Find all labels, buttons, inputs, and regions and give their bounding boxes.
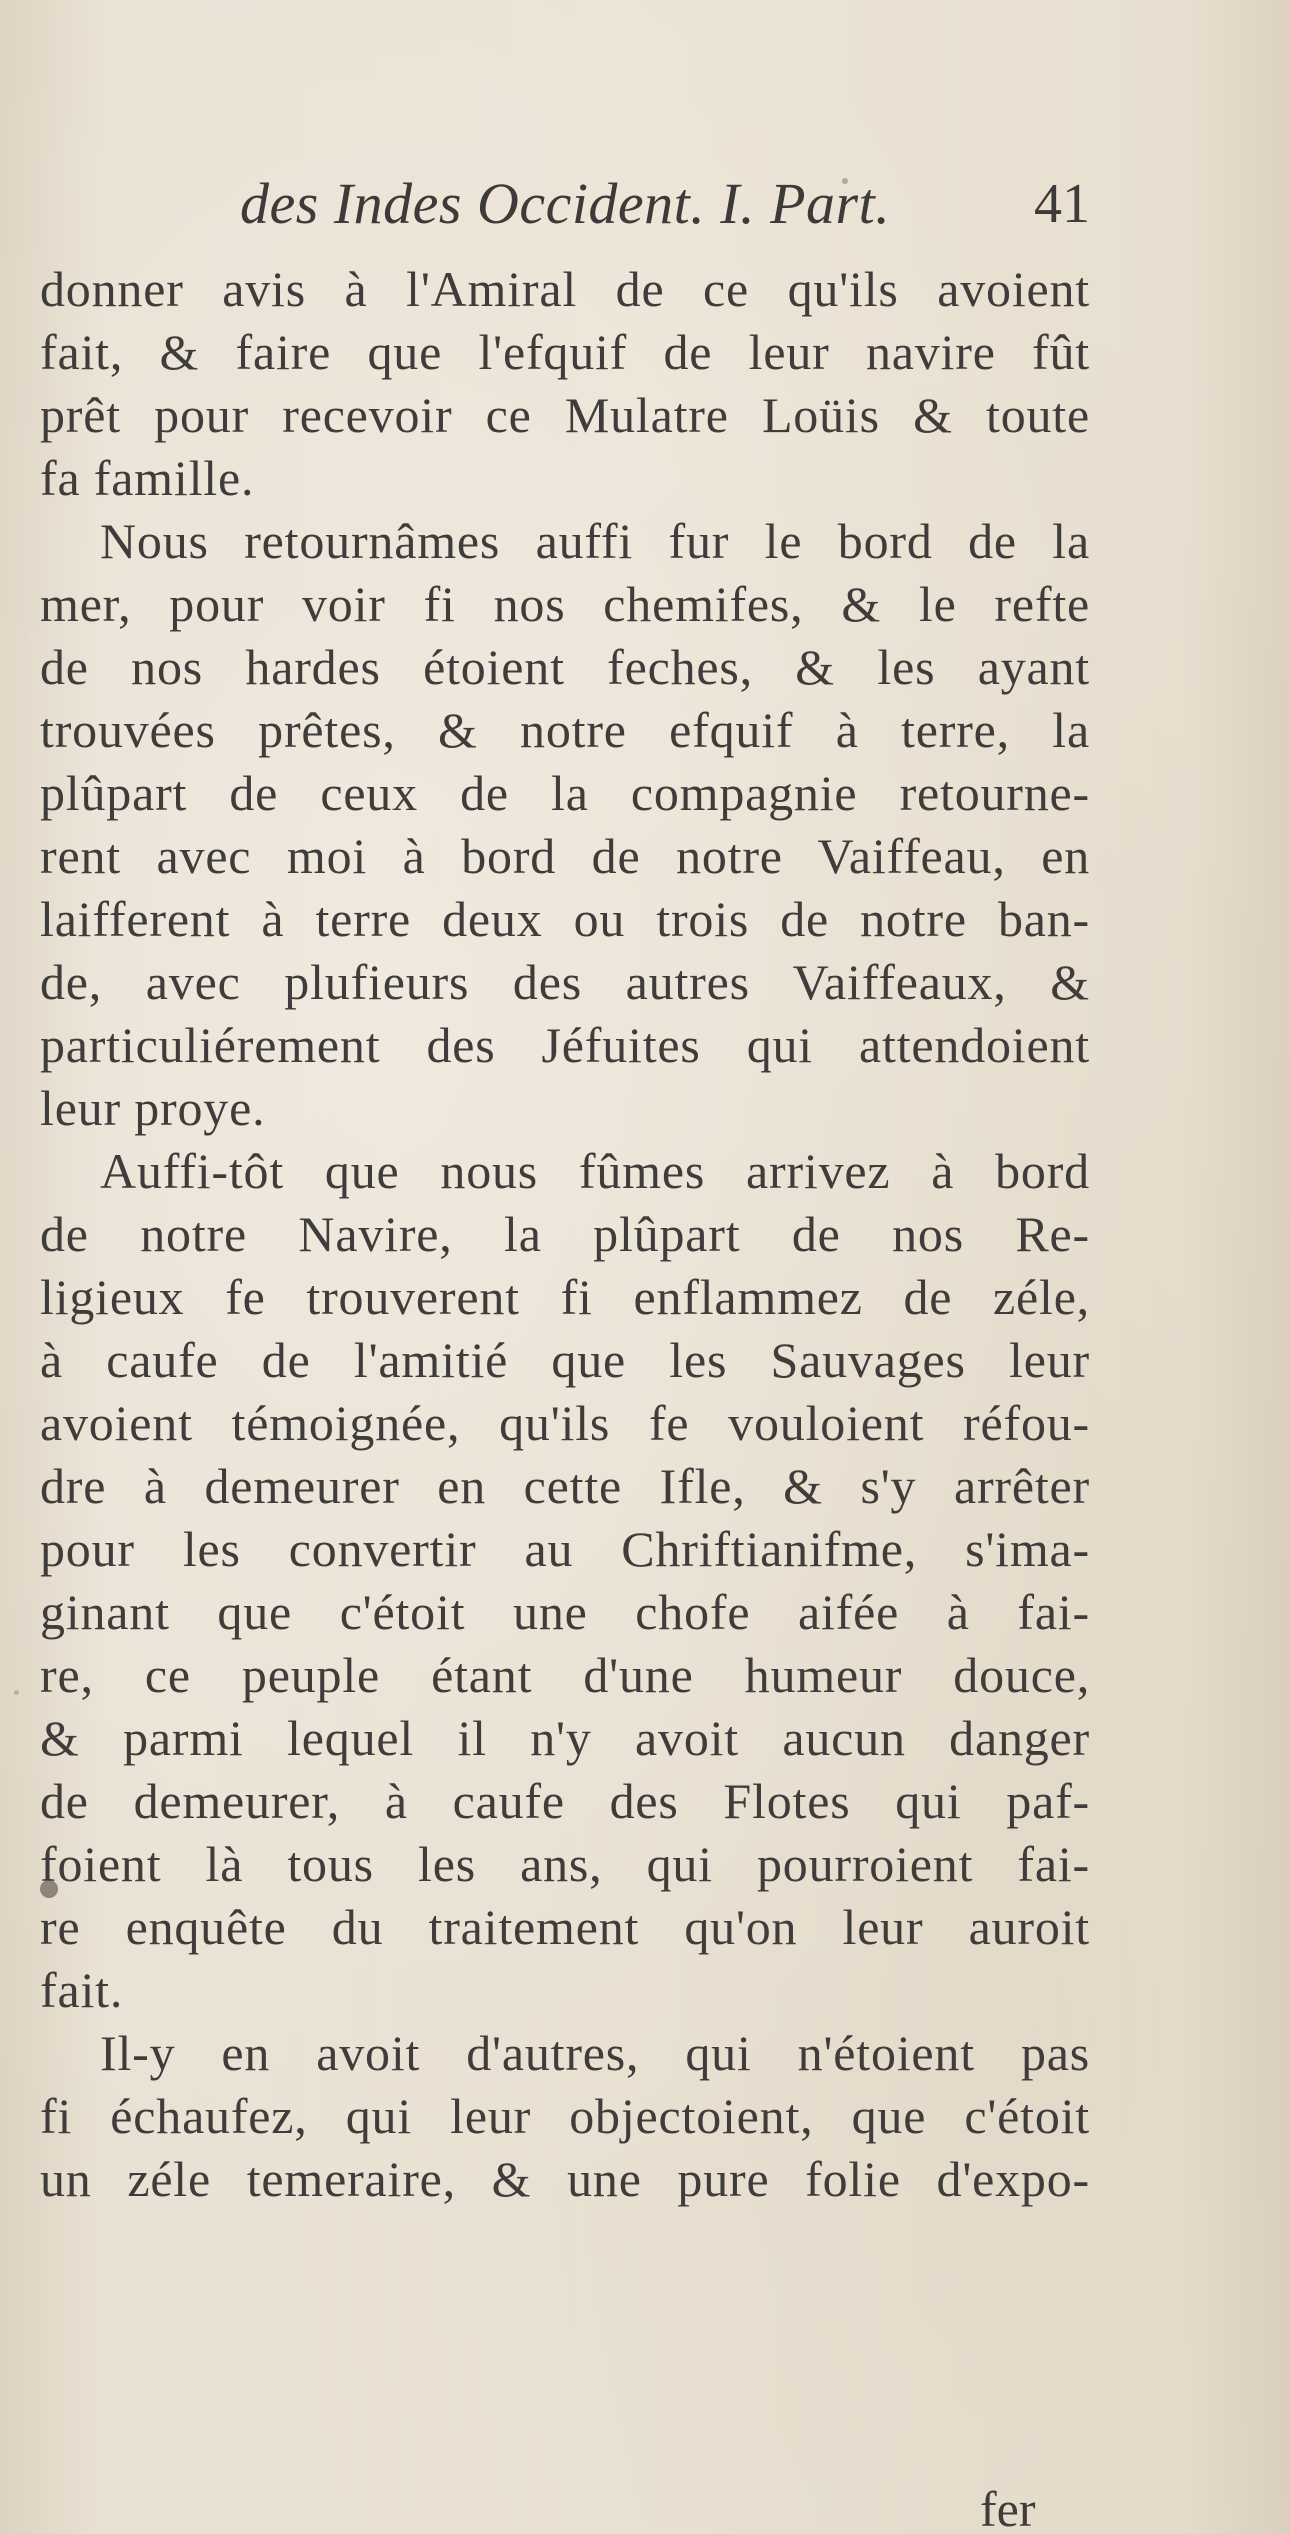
ink-speck (14, 1690, 19, 1695)
text-line: particuliérement des Jéfuites qui attendoient (40, 1017, 1090, 1073)
text-line: pour les convertir au Chriftianifme, s'ima- (40, 1521, 1090, 1577)
paragraph-4 (40, 2022, 1090, 2211)
text-line: à caufe de l'amitié que les Sauvages leur (40, 1332, 1090, 1388)
text-line: fait. (40, 1962, 124, 2018)
text-line: de demeurer, à caufe des Flotes qui paf- (40, 1773, 1090, 1829)
text-line: prêt pour recevoir ce Mulatre Loüis & toute (40, 387, 1090, 443)
text-line: de nos hardes étoient feches, & les ayant (40, 639, 1090, 695)
text-line: un zéle temeraire, & une pure folie d'expo- (40, 2151, 1090, 2207)
text-line: fait, & faire que l'efquif de leur navire fût (40, 324, 1090, 380)
text-line: & parmi lequel il n'y avoit aucun danger (40, 1710, 1090, 1766)
text-line: trouvées prêtes, & notre efquif à terre, la (40, 702, 1090, 758)
text-line: de, avec plufieurs des autres Vaiffeaux, & (40, 954, 1090, 1010)
catchword: fer (980, 2481, 1036, 2534)
text-line: re enquête du traitement qu'on leur auroit (40, 1899, 1090, 1955)
text-line: foient là tous les ans, qui pourroient fai- (40, 1836, 1090, 1892)
text-line: Nous retournâmes auffi fur le bord de la (100, 513, 1090, 569)
page-number: 41 (1034, 173, 1090, 235)
text-line: avoient témoignée, qu'ils fe vouloient réfou- (40, 1395, 1090, 1451)
body-text (40, 258, 1090, 2211)
text-line: re, ce peuple étant d'une humeur douce, (40, 1647, 1090, 1703)
text-line: Auffi-tôt que nous fûmes arrivez à bord (100, 1143, 1090, 1199)
text-line: de notre Navire, la plûpart de nos Re- (40, 1206, 1090, 1262)
text-line: fa famille. (40, 450, 255, 506)
text-line: leur proye. (40, 1080, 266, 1136)
running-title: des Indes Occident. I. Part. (240, 171, 891, 236)
text-line: donner avis à l'Amiral de ce qu'ils avoient (40, 261, 1090, 317)
text-line: ginant que c'étoit une chofe aifée à fai- (40, 1584, 1090, 1640)
paragraph-1 (40, 258, 1090, 510)
text-line: Il-y en avoit d'autres, qui n'étoient pas (100, 2025, 1090, 2081)
page-header (240, 160, 1090, 250)
paragraph-2 (40, 510, 1090, 1140)
paragraph-3 (40, 1140, 1090, 2022)
text-line: laifferent à terre deux ou trois de notre ban- (40, 891, 1090, 947)
text-line: plûpart de ceux de la compagnie retourne- (40, 765, 1090, 821)
text-line: rent avec moi à bord de notre Vaiffeau, en (40, 828, 1090, 884)
text-line: ligieux fe trouverent fi enflammez de zéle, (40, 1269, 1090, 1325)
text-line: fi échaufez, qui leur objectoient, que c'étoit (40, 2088, 1090, 2144)
text-line: dre à demeurer en cette Ifle, & s'y arrêter (40, 1458, 1090, 1514)
text-line: mer, pour voir fi nos chemifes, & le refte (40, 576, 1090, 632)
